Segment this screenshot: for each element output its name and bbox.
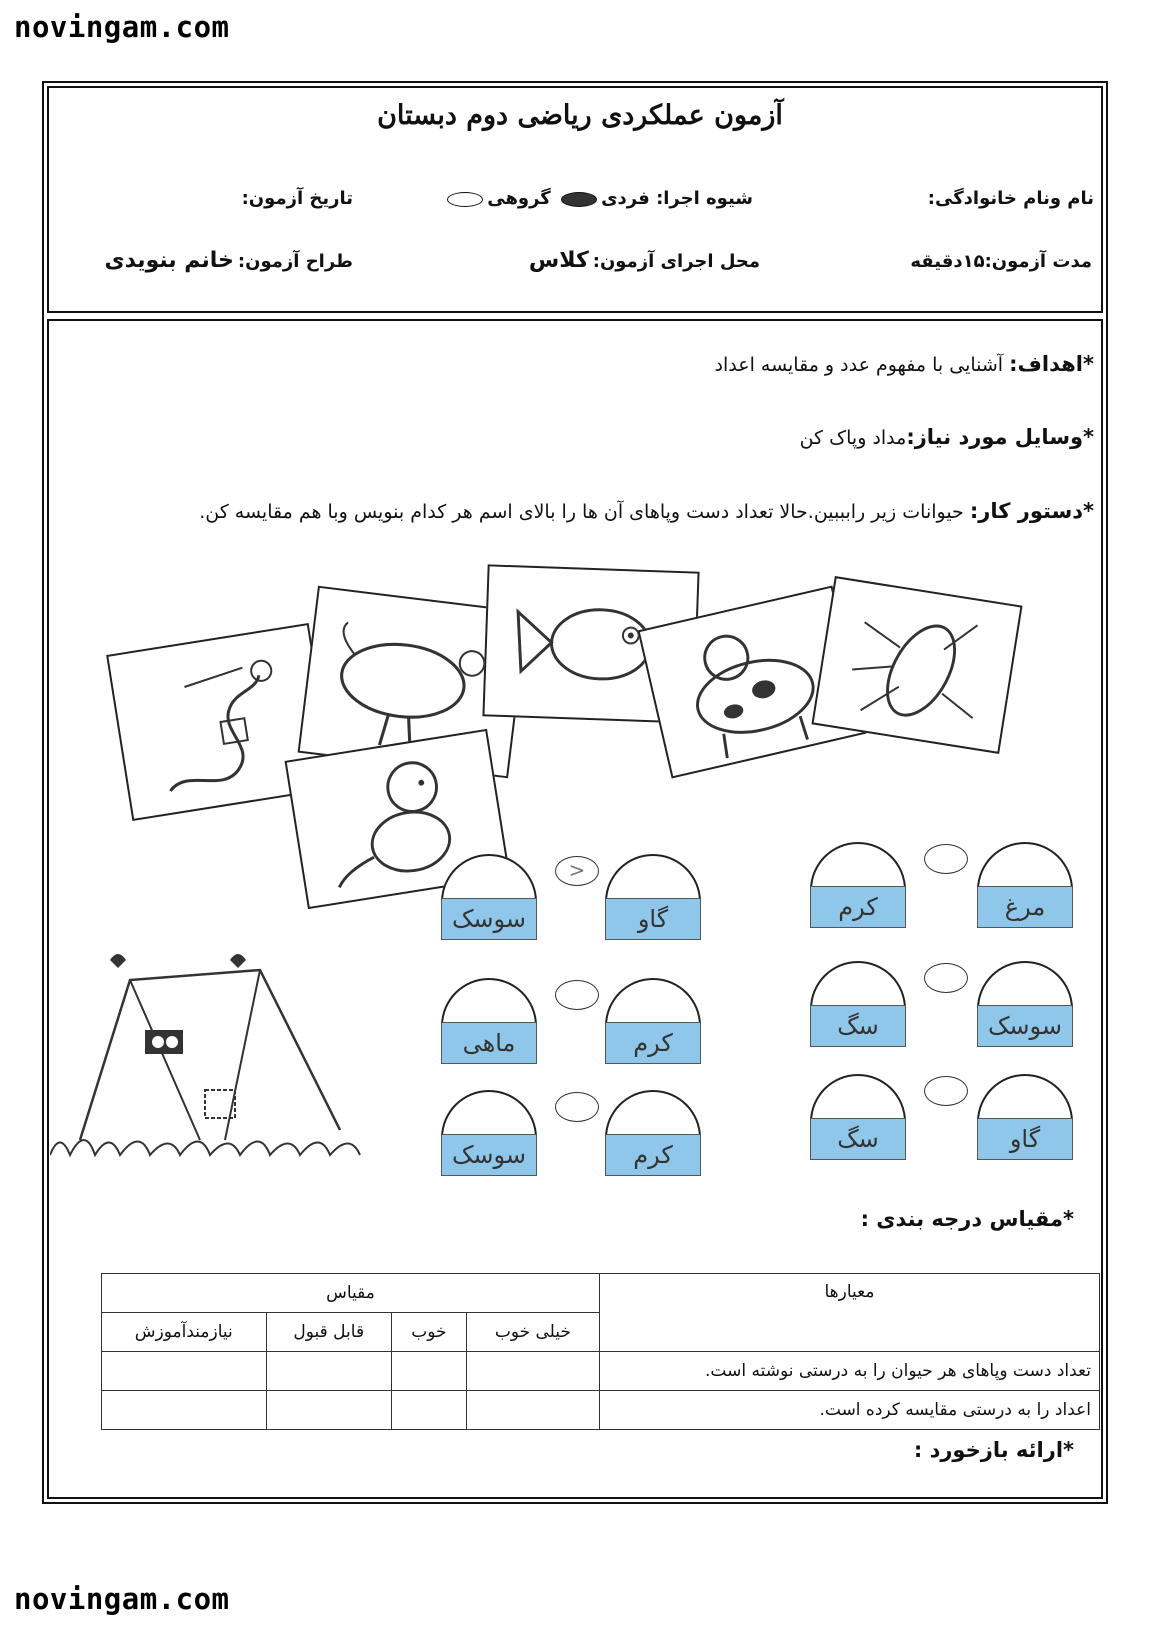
- answer-dome[interactable]: [977, 1074, 1073, 1124]
- comparison-item-left[interactable]: [441, 1090, 537, 1176]
- rubric-heading: *مقیاس درجه بندی :: [860, 1207, 1074, 1231]
- rubric-table: [101, 1273, 1100, 1430]
- exam-designer-field: طراح آزمون:خانم بنویدی: [104, 248, 353, 273]
- table-row: [102, 1352, 1100, 1391]
- exam-place-field: محل اجرای آزمون:کلاس: [528, 248, 760, 273]
- answer-dome[interactable]: [605, 978, 701, 1028]
- level-header: قابل قبول: [266, 1313, 391, 1352]
- score-cell[interactable]: [466, 1391, 599, 1430]
- score-cell[interactable]: [466, 1352, 599, 1391]
- compare-sign-circle[interactable]: [924, 844, 968, 874]
- watermark-top: novingam.com: [14, 10, 230, 44]
- answer-dome[interactable]: [441, 1090, 537, 1140]
- method-individual-oval[interactable]: [561, 192, 597, 207]
- answer-dome[interactable]: [605, 854, 701, 904]
- criterion-cell: تعداد دست وپاهای هر حیوان را به درستی نوشته است.: [600, 1352, 1100, 1391]
- compare-sign-circle[interactable]: [924, 1076, 968, 1106]
- answer-dome[interactable]: [810, 1074, 906, 1124]
- level-header: نیازمندآموزش: [102, 1313, 267, 1352]
- animal-name-label: سوسک: [441, 1134, 537, 1176]
- comparison-item-left[interactable]: [441, 978, 537, 1064]
- level-header: خوب: [391, 1313, 466, 1352]
- answer-dome[interactable]: [441, 978, 537, 1028]
- criteria-header: معیارها: [600, 1274, 1100, 1352]
- criterion-cell: اعداد را به درستی مقایسه کرده است.: [600, 1391, 1100, 1430]
- tools-line: *وسایل مورد نیاز:مداد وپاک کن: [799, 425, 1094, 449]
- watermark-bottom: novingam.com: [14, 1582, 230, 1616]
- instruction-line: *دستور کار: حیوانات زیر رابببین.حالا تعداد دست وپاهای آن ها را بالای اسم هر کدام بنویس وبا هم مقایسه کن.: [199, 499, 1094, 523]
- comparison-item-left[interactable]: [441, 854, 537, 940]
- comparison-item-right[interactable]: [977, 842, 1073, 928]
- score-cell[interactable]: [391, 1352, 466, 1391]
- level-header: خیلی خوب: [466, 1313, 599, 1352]
- comparison-item-right[interactable]: [605, 854, 701, 940]
- answer-dome[interactable]: [605, 1090, 701, 1140]
- animal-name-label: سگ: [810, 1118, 906, 1160]
- duration-field: مدت آزمون:۱۵دقیقه: [910, 251, 1092, 272]
- animal-name-label: سوسک: [977, 1005, 1073, 1047]
- comparison-item-left[interactable]: [810, 961, 906, 1047]
- answer-dome[interactable]: [977, 961, 1073, 1011]
- animal-name-label: کرم: [810, 886, 906, 928]
- comparison-item-left[interactable]: [810, 842, 906, 928]
- student-name-field: نام ونام خانوادگی:: [927, 188, 1094, 209]
- score-cell[interactable]: [266, 1391, 391, 1430]
- compare-sign-circle[interactable]: >: [555, 856, 599, 886]
- animal-name-label: کرم: [605, 1134, 701, 1176]
- method-field: شیوه اجرا: فردی گروهی: [443, 188, 753, 209]
- score-cell[interactable]: [102, 1391, 267, 1430]
- answer-dome[interactable]: [977, 842, 1073, 892]
- compare-sign-circle[interactable]: [555, 980, 599, 1010]
- scale-header: مقیاس: [102, 1274, 600, 1313]
- comparison-item-right[interactable]: [605, 1090, 701, 1176]
- comparison-item-right[interactable]: [605, 978, 701, 1064]
- comparison-item-right[interactable]: [977, 961, 1073, 1047]
- method-group-oval[interactable]: [447, 192, 483, 207]
- exam-date-field: تاریخ آزمون:: [241, 188, 353, 209]
- animal-name-label: گاو: [605, 898, 701, 940]
- score-cell[interactable]: [391, 1391, 466, 1430]
- cockroach-card: [811, 576, 1022, 754]
- answer-dome[interactable]: [810, 961, 906, 1011]
- compare-sign-circle[interactable]: [555, 1092, 599, 1122]
- comparison-item-right[interactable]: [977, 1074, 1073, 1160]
- exam-title: آزمون عملکردی ریاضی دوم دبستان: [377, 100, 783, 131]
- cockroach-icon: [814, 578, 1021, 751]
- feedback-heading: *ارائه بازخورد :: [913, 1438, 1074, 1462]
- animal-name-label: ماهی: [441, 1022, 537, 1064]
- answer-dome[interactable]: [810, 842, 906, 892]
- answer-dome[interactable]: [441, 854, 537, 904]
- compare-sign-circle[interactable]: [924, 963, 968, 993]
- animal-name-label: کرم: [605, 1022, 701, 1064]
- animal-name-label: گاو: [977, 1118, 1073, 1160]
- goals-line: *اهداف: آشنایی با مفهوم عدد و مقایسه اعداد: [714, 352, 1094, 376]
- score-cell[interactable]: [266, 1352, 391, 1391]
- tent-illustration-icon: [50, 940, 370, 1180]
- table-row: [102, 1391, 1100, 1430]
- animal-name-label: سوسک: [441, 898, 537, 940]
- comparison-item-left[interactable]: [810, 1074, 906, 1160]
- animal-name-label: سگ: [810, 1005, 906, 1047]
- score-cell[interactable]: [102, 1352, 267, 1391]
- animal-name-label: مرغ: [977, 886, 1073, 928]
